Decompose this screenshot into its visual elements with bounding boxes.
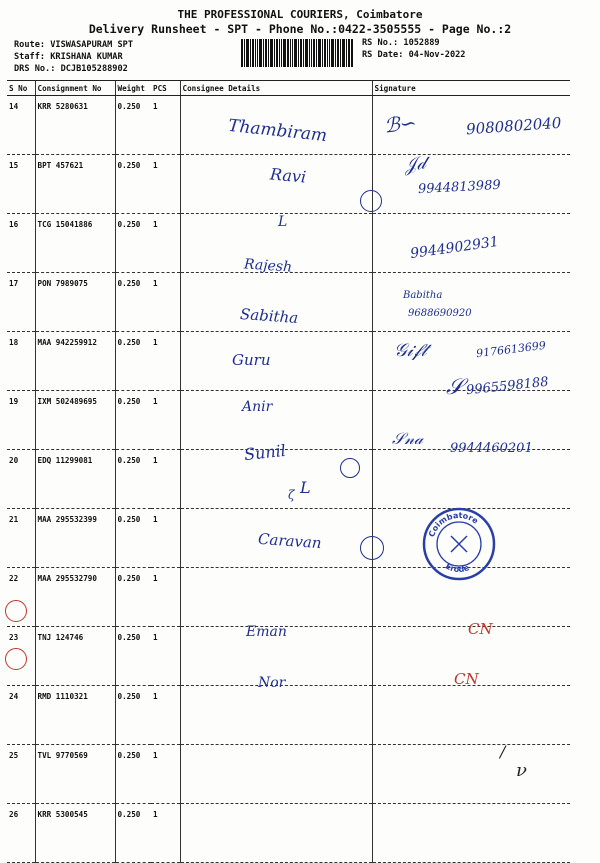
consignment-number-cell: KRR 5300545 — [35, 804, 115, 863]
serial-number-cell: 17 — [7, 273, 35, 332]
pcs-cell: 1 — [151, 391, 180, 450]
handwritten-tick: L — [278, 214, 288, 230]
red-cn-mark: CN — [468, 620, 493, 638]
signature-cell — [372, 745, 570, 804]
table-row — [7, 804, 570, 863]
signature-cell — [372, 804, 570, 863]
serial-number-cell: 20 — [7, 450, 35, 509]
document-title: THE PROFESSIONAL COURIERS, Coimbatore — [177, 8, 423, 21]
handwritten-phone: 9944460201 — [450, 441, 533, 456]
svg-text:Coimbatore — [427, 511, 480, 538]
handwritten-tick: ζ — [288, 488, 295, 502]
rs-date: RS Date: 04-Nov-2022 — [362, 50, 466, 60]
consignment-number-cell: TVL 9770569 — [35, 745, 115, 804]
signature-cell — [372, 686, 570, 745]
runsheet-table — [7, 80, 570, 863]
consignment-number-cell: MAA 295532790 — [35, 568, 115, 627]
serial-number-cell: 23 — [7, 627, 35, 686]
handwritten-phone: 9965598188 — [465, 374, 550, 399]
weight-cell: 0.250 — [115, 568, 151, 627]
handwritten-signed-name: Babitha — [403, 290, 443, 301]
red-circle-mark — [5, 600, 27, 622]
weight-cell: 0.250 — [115, 273, 151, 332]
red-circle-mark — [5, 648, 27, 670]
consignment-number-cell: MAA 295532399 — [35, 509, 115, 568]
handwritten-name: Rajesh — [243, 256, 293, 276]
serial-number-cell: 22 — [7, 568, 35, 627]
table-row — [7, 686, 570, 745]
consignment-number-cell: RMD 1110321 — [35, 686, 115, 745]
pcs-cell: 1 — [151, 96, 180, 155]
weight-cell: 0.250 — [115, 686, 151, 745]
serial-number-cell: 24 — [7, 686, 35, 745]
stamp-text-top: Coimbatore — [427, 510, 480, 539]
circled-mark — [360, 536, 384, 560]
weight-cell: 0.250 — [115, 627, 151, 686]
consignee-details-cell — [180, 686, 372, 745]
pcs-cell: 1 — [151, 627, 180, 686]
pcs-cell: 1 — [151, 804, 180, 863]
circled-mark — [360, 190, 382, 212]
handwritten-name: Eman — [246, 624, 287, 640]
pcs-cell: 1 — [151, 332, 180, 391]
serial-number-cell: 25 — [7, 745, 35, 804]
barcode-image — [241, 39, 353, 67]
serial-number-cell: 26 — [7, 804, 35, 863]
handwritten-name: Caravan — [257, 529, 323, 553]
pcs-cell: 1 — [151, 450, 180, 509]
serial-number-cell: 19 — [7, 391, 35, 450]
weight-cell: 0.250 — [115, 450, 151, 509]
pcs-cell: 1 — [151, 155, 180, 214]
table-row — [7, 745, 570, 804]
consignment-number-cell: TNJ 124746 — [35, 627, 115, 686]
handwritten-phone: 9080802040 — [465, 113, 562, 139]
handwritten-phone: 9176613699 — [475, 338, 547, 361]
handwritten-signature: 𝒮 — [446, 375, 464, 400]
pcs-cell: 1 — [151, 686, 180, 745]
col-header-weight: Weight — [115, 81, 151, 96]
serial-number-cell: 14 — [7, 96, 35, 155]
weight-cell: 0.250 — [115, 509, 151, 568]
pen-mark: ν — [516, 760, 527, 781]
serial-number-cell: 16 — [7, 214, 35, 273]
col-header-consignee: Consignee Details — [180, 81, 372, 96]
table-header-row — [7, 81, 570, 96]
handwritten-phone: 9944813989 — [417, 177, 502, 198]
col-header-consignment: Consignment No — [35, 81, 115, 96]
serial-number-cell: 21 — [7, 509, 35, 568]
document-subtitle: Delivery Runsheet - SPT - Phone No.:0422-3505555 - Page No.:2 — [88, 22, 512, 36]
signature-cell — [372, 273, 570, 332]
consignment-number-cell: PON 7989075 — [35, 273, 115, 332]
pen-mark: / — [500, 742, 506, 761]
consignment-number-cell: BPT 457621 — [35, 155, 115, 214]
handwritten-signature: 𝒥𝒹 — [402, 152, 428, 177]
consignment-number-cell: TCG 15041886 — [35, 214, 115, 273]
consignee-details-cell — [180, 804, 372, 863]
pcs-cell: 1 — [151, 509, 180, 568]
consignee-details-cell — [180, 568, 372, 627]
weight-cell: 0.250 — [115, 96, 151, 155]
handwritten-name: Anir — [242, 399, 273, 415]
consignee-details-cell — [180, 745, 372, 804]
pcs-cell: 1 — [151, 214, 180, 273]
pcs-cell: 1 — [151, 568, 180, 627]
col-header-pcs: PCS — [151, 81, 180, 96]
serial-number-cell: 18 — [7, 332, 35, 391]
consignee-details-cell — [180, 332, 372, 391]
handwritten-signature: 𝒮𝓃𝒶 — [392, 429, 424, 448]
handwritten-name: Thambiram — [227, 115, 329, 147]
consignment-number-cell: EDQ 11299081 — [35, 450, 115, 509]
circled-mark — [340, 458, 360, 478]
col-header-sno: S No — [7, 81, 35, 96]
weight-cell: 0.250 — [115, 745, 151, 804]
consignment-number-cell: IXM 502489695 — [35, 391, 115, 450]
weight-cell: 0.250 — [115, 155, 151, 214]
serial-number-cell: 15 — [7, 155, 35, 214]
handwritten-name: Sunil — [243, 440, 287, 465]
consignee-details-cell — [180, 391, 372, 450]
weight-cell: 0.250 — [115, 214, 151, 273]
stamp-text-bottom: Erode — [443, 561, 471, 575]
handwritten-name: Guru — [232, 351, 271, 369]
handwritten-tick: L — [300, 478, 311, 497]
staff-label: Staff: KRISHANA KUMAR — [14, 52, 123, 62]
col-header-signature: Signature — [372, 81, 570, 96]
weight-cell: 0.250 — [115, 804, 151, 863]
handwritten-phone: 9944902931 — [409, 233, 500, 263]
pcs-cell: 1 — [151, 273, 180, 332]
handwritten-signature: 𝒢𝒾𝒻𝓉 — [394, 340, 427, 361]
weight-cell: 0.250 — [115, 332, 151, 391]
signature-cell — [372, 450, 570, 509]
weight-cell: 0.250 — [115, 391, 151, 450]
svg-text:Erode — [444, 561, 471, 574]
consignment-number-cell: MAA 942259912 — [35, 332, 115, 391]
handwritten-signature: ℬ∽ — [382, 110, 418, 138]
consignment-number-cell: KRR 5280631 — [35, 96, 115, 155]
handwritten-name: Sabitha — [239, 304, 299, 328]
handwritten-name: Ravi — [269, 164, 307, 187]
handwritten-name: Nor — [258, 675, 286, 691]
pcs-cell: 1 — [151, 745, 180, 804]
drs-number: DRS No.: DCJB105288902 — [14, 64, 128, 74]
red-cn-mark: CN — [454, 670, 479, 688]
handwritten-phone: 9688690920 — [408, 308, 472, 319]
route-label: Route: VISWASAPURAM SPT — [14, 40, 133, 50]
rs-number: RS No.: 1052889 — [362, 38, 440, 48]
courier-stamp-image — [421, 506, 497, 582]
